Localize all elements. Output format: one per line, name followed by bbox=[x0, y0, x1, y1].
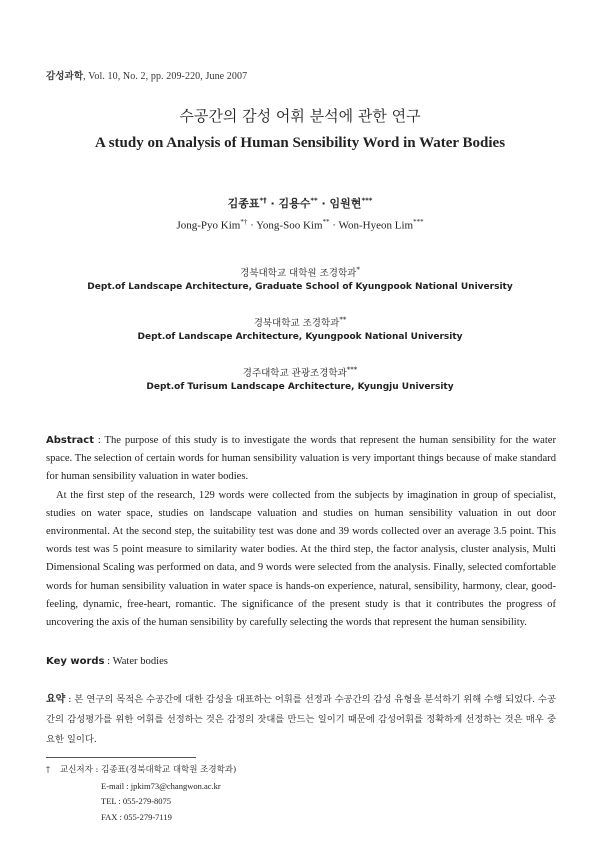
author-separator: · bbox=[266, 197, 279, 210]
korean-abstract bbox=[46, 690, 556, 750]
authors-korean bbox=[0, 195, 600, 211]
author-name: Yong-Soo Kim bbox=[256, 219, 323, 232]
author-separator: · bbox=[329, 219, 339, 232]
footnote-fax: FAX : 055-279-7119 bbox=[101, 811, 172, 822]
affiliation-text: 경주대학교 관광조경학과 bbox=[242, 368, 347, 379]
journal-info: , Vol. 10, No. 2, pp. 209-220, June 2007 bbox=[83, 71, 248, 82]
author-name: 김용수 bbox=[278, 197, 311, 210]
affiliation-english: Dept.of Turisum Landscape Architecture, Kyungju University bbox=[146, 382, 454, 392]
affiliation-korean bbox=[0, 315, 600, 329]
abstract bbox=[46, 432, 556, 632]
journal-citation bbox=[46, 68, 247, 82]
author-separator: · bbox=[317, 197, 330, 210]
title-english: A study on Analysis of Human Sensibility Word in Water Bodies bbox=[94, 135, 506, 151]
footnote-tel: TEL : 055-279-8075 bbox=[101, 796, 172, 806]
author-name: Won-Hyeon Lim bbox=[338, 219, 414, 232]
dagger-mark: † bbox=[46, 765, 50, 774]
footnote-corresponding bbox=[46, 762, 236, 779]
footnote-divider bbox=[46, 757, 196, 758]
footnote-email: E-mail : jpkim73@changwon.ac.kr bbox=[101, 780, 221, 791]
affiliation-english: Dept.of Landscape Architecture, Graduate School of Kyungpook National University bbox=[87, 282, 513, 292]
author-mark: *† bbox=[259, 196, 267, 205]
keywords-label: Key words bbox=[46, 656, 105, 667]
author-name: 김종표 bbox=[227, 197, 260, 210]
affiliation-english: Dept.of Landscape Architecture, Kyungpook National University bbox=[137, 332, 463, 342]
author-mark: *** bbox=[361, 196, 373, 205]
affiliation-korean bbox=[0, 265, 600, 279]
author-name: 임원현 bbox=[329, 197, 362, 210]
author-mark: *† bbox=[240, 218, 248, 226]
author-mark: ** bbox=[310, 196, 318, 205]
footnote bbox=[46, 762, 236, 825]
abstract-label: Abstract bbox=[46, 435, 95, 446]
corresponding-author: 교신저자 : 김종표(경북대학교 대학원 조경학과) bbox=[60, 765, 237, 775]
affiliation-korean bbox=[0, 365, 600, 379]
title-korean: 수공간의 감성 어휘 분석에 관한 연구 bbox=[179, 107, 421, 125]
affiliation-mark: *** bbox=[346, 365, 358, 374]
korean-abstract-label: 요약 bbox=[46, 694, 66, 705]
korean-abstract-text: : 본 연구의 목적은 수공간에 대한 감성을 대표하는 어휘를 선정과 수공간의 감성 유형을 분석하기 위해 수행 되었다. 수공간의 감성평가를 위한 어휘를 선정하는 것은 감정의 잣대를 만드는 일이기 때문에 감성어휘를 정확하게 선정하는 것은 매우 중요한 일이다. bbox=[46, 694, 556, 745]
abstract-text: : The purpose of this study is to investigate the words that represent the human sensibility for the water space. The selection of certain words for human sensibility valuation is very important things because of make standard for human sensibility valuation in water bodies. bbox=[46, 435, 556, 483]
abstract-paragraph bbox=[46, 432, 556, 487]
author-mark: ** bbox=[322, 218, 330, 226]
journal-name: 감성과학 bbox=[46, 71, 84, 82]
author-name: Jong-Pyo Kim bbox=[176, 219, 241, 232]
affiliation-mark: ** bbox=[339, 315, 347, 324]
affiliation-mark: * bbox=[356, 265, 360, 274]
abstract-paragraph: At the first step of the research, 129 words were collected from the subjects by imagination in group of specialist, studies on water space, studies on landscape valuation and studies on human sensibility valuation in out door environmental. At the second step, the suitability test was done and 39 words collected over an average 3.5 point. This words test was 5 point measure to similarity water bodies. At the third step, the factor analysis, cluster analysis, Multi Dimensional Scaling was performed on data, and 9 words were selected from the analysis. Finally, selected comfortable words for human sensibility valuation in water space is hands-on experience, natural, sensibility, harmony, clear, good-feeling, dynamic, free-heart, romantic. The significance of the present study is that it contributes the progress of uncovering the axis of the human sensibility by carefully selecting the words that represent the human sensibility. bbox=[46, 489, 556, 629]
keywords-value: : Water bodies bbox=[104, 656, 168, 667]
authors-english bbox=[0, 218, 600, 232]
affiliation-text: 경북대학교 조경학과 bbox=[253, 318, 340, 329]
keywords bbox=[46, 656, 168, 667]
author-mark: *** bbox=[413, 218, 424, 226]
affiliation-text: 경북대학교 대학원 조경학과 bbox=[240, 268, 357, 279]
author-separator: · bbox=[247, 219, 257, 232]
